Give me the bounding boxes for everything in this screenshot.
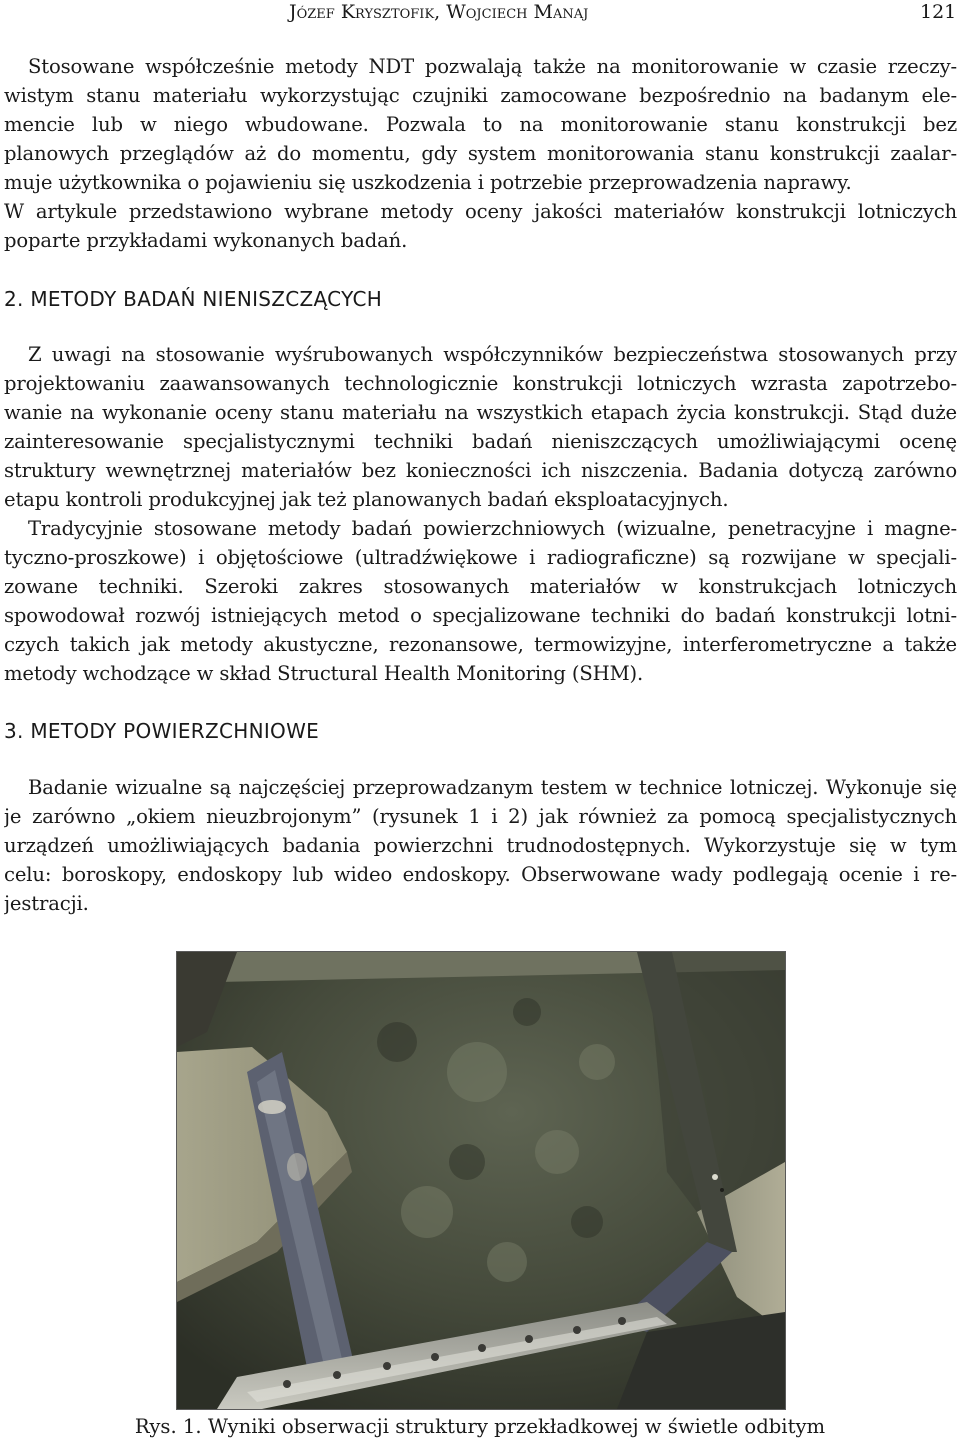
figure-photo <box>176 951 786 1410</box>
section-heading-3: 3. METODY POWIERZCHNIOWE <box>4 719 320 743</box>
text-line: projektowaniu zaawansowanych technologicznie konstrukcji lotniczych wzrasta zapotrzebo- <box>4 372 957 395</box>
page-number: 121 <box>920 1 957 23</box>
running-header-authors: Józef Krysztofik, Wojciech Manaj <box>289 1 589 23</box>
text-line: W artykule przedstawiono wybrane metody oceny jakości materiałów konstrukcji lotniczych <box>4 200 957 223</box>
text-line: Tradycyjnie stosowane metody badań powierzchniowych (wizualne, penetracyjne i magne- <box>28 517 957 540</box>
text-line: poparte przykładami wykonanych badań. <box>4 229 408 252</box>
text-line: tyczno-proszkowe) i objętościowe (ultradźwiękowe i radiograficzne) są rozwijane w specjali- <box>4 546 957 569</box>
text-line: jestracji. <box>4 892 89 915</box>
text-line: etapu kontroli produkcyjnej jak też planowanych badań eksploatacyjnych. <box>4 488 729 511</box>
sandwich-structure-photo <box>177 952 785 1409</box>
text-line: wanie na wykonanie oceny stanu materiału na wszystkich etapach życia konstrukcji. Stąd duże <box>4 401 957 424</box>
text-line: spowodował rozwój istniejących metod o specjalizowane techniki do badań konstrukcji lotni- <box>4 604 957 627</box>
text-line: celu: boroskopy, endoskopy lub wideo endoskopy. Obserwowane wady podlegają ocenie i re- <box>4 863 957 886</box>
figure-caption: Rys. 1. Wyniki obserwacji struktury przekładkowej w świetle odbitym <box>134 1415 826 1438</box>
text-line: Z uwagi na stosowanie wyśrubowanych współczynników bezpieczeństwa stosowanych przy <box>28 343 957 366</box>
text-line: je zarówno „okiem nieuzbrojonym” (rysunek 1 i 2) jak również za pomocą specjalistycznych <box>4 805 957 828</box>
text-line: Stosowane współcześnie metody NDT pozwalają także na monitorowanie w czasie rzeczy- <box>28 55 957 78</box>
text-line: wistym stanu materiału wykorzystując czujniki zamocowane bezpośrednio na badanym ele- <box>4 84 957 107</box>
text-line: mencie lub w niego wbudowane. Pozwala to na monitorowanie stanu konstrukcji bez <box>4 113 957 136</box>
text-line: Badanie wizualne są najczęściej przeprowadzanym testem w technice lotniczej. Wykonuje się <box>28 776 957 799</box>
text-line: czych takich jak metody akustyczne, rezonansowe, termowizyjne, interferometryczne a także <box>4 633 957 656</box>
section-heading-2: 2. METODY BADAŃ NIENISZCZĄCYCH <box>4 287 383 311</box>
text-line: struktury wewnętrznej materiałów bez konieczności ich niszczenia. Badania dotyczą zarówno <box>4 459 957 482</box>
text-line: urządzeń umożliwiających badania powierzchni trudnodostępnych. Wykorzystuje się w tym <box>4 834 957 857</box>
text-line: zowane techniki. Szeroki zakres stosowanych materiałów w konstrukcjach lotniczych <box>4 575 957 598</box>
text-line: muje użytkownika o pojawieniu się uszkodzenia i potrzebie przeprowadzenia naprawy. <box>4 171 852 194</box>
text-line: planowych przeglądów aż do momentu, gdy system monitorowania stanu konstrukcji zaalar- <box>4 142 957 165</box>
text-line: zainteresowanie specjalistycznymi techniki badań nieniszczących umożliwiającymi ocenę <box>4 430 957 453</box>
text-line: metody wchodzące w skład Structural Health Monitoring (SHM). <box>4 662 644 685</box>
